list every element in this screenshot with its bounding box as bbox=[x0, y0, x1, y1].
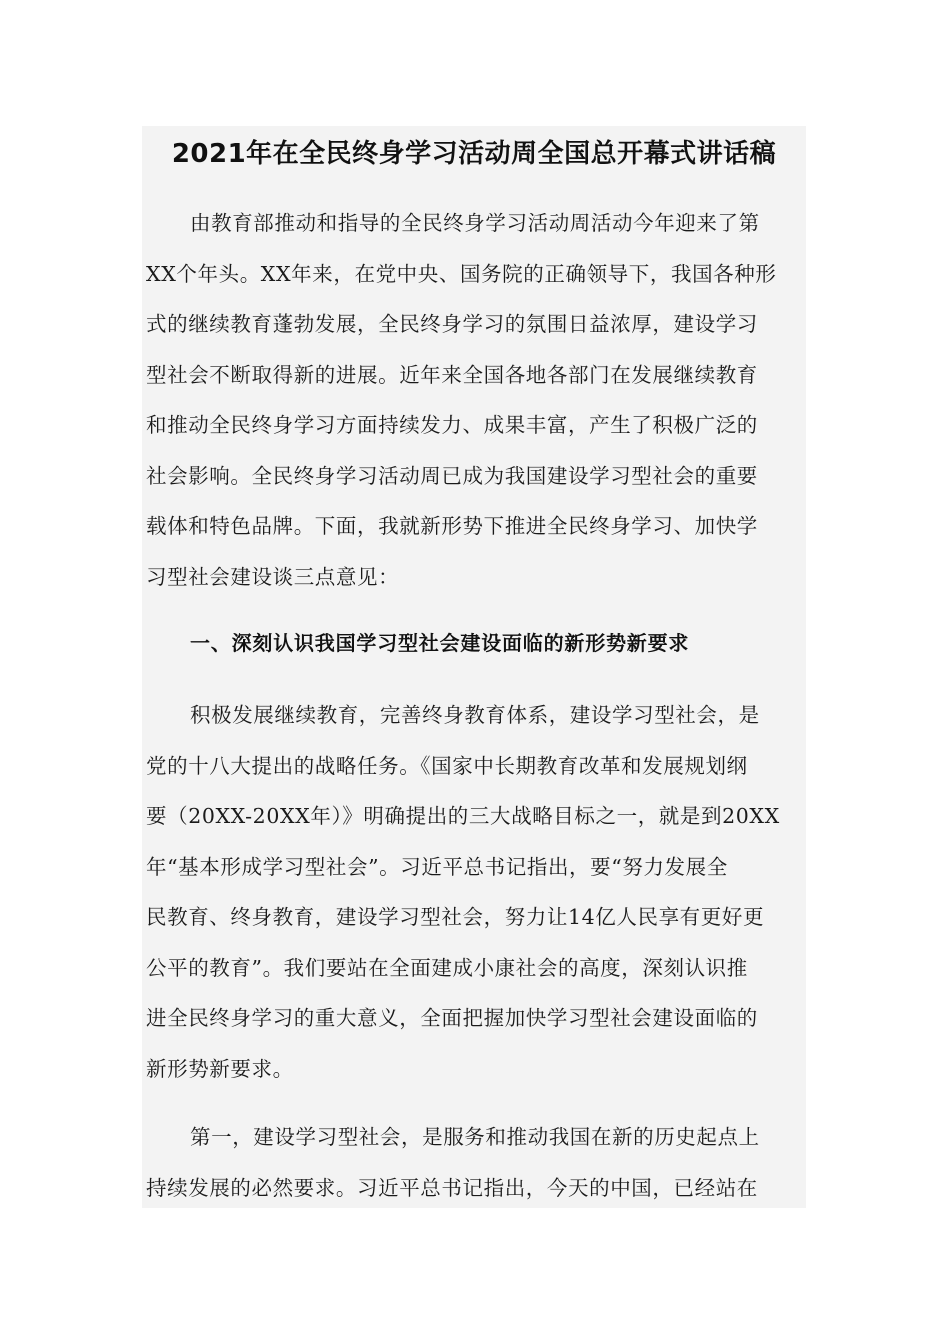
text-line: 由教育部推动和指导的全民终身学习活动周活动今年迎来了第 bbox=[190, 211, 760, 235]
text-line: 第一，建设学习型社会，是服务和推动我国在新的历史起点上 bbox=[190, 1125, 760, 1149]
text-line: 年“基本形成学习型社会”。习近平总书记指出，要“努力发展全 bbox=[146, 854, 728, 879]
text-line: 积极发展继续教育，完善终身教育体系，建设学习型社会，是 bbox=[190, 703, 760, 727]
text-line: 进全民终身学习的重大意义，全面把握加快学习型社会建设面临的 bbox=[146, 1006, 758, 1030]
text-line: 持续发展的必然要求。习近平总书记指出，今天的中国，已经站在 bbox=[146, 1175, 758, 1200]
text-line: 社会影响。全民终身学习活动周已成为我国建设学习型社会的重要 bbox=[146, 463, 758, 488]
section-heading: 一、深刻认识我国学习型社会建设面临的新形势新要求 bbox=[190, 631, 690, 655]
paragraph-intro bbox=[146, 198, 796, 602]
text-line: 载体和特色品牌。下面，我就新形势下推进全民终身学习、加快学 bbox=[146, 514, 758, 538]
text-line: 公平的教育”。我们要站在全面建成小康社会的高度，深刻认识推 bbox=[146, 955, 748, 980]
text-line: 党的十八大提出的战略任务。《国家中长期教育改革和发展规划纲 bbox=[146, 753, 748, 778]
text-line: XX个年头。XX年来，在党中央、国务院的正确领导下，我国各种形 bbox=[146, 261, 777, 286]
document-title: 2021年在全民终身学习活动周全国总开幕式讲话稿 bbox=[171, 139, 777, 169]
text-line: 民教育、终身教育，建设学习型社会，努力让14亿人民享有更好更 bbox=[146, 905, 765, 929]
text-line: 新形势新要求。 bbox=[146, 1056, 294, 1081]
text-line: 和推动全民终身学习方面持续发力、成果丰富，产生了积极广泛的 bbox=[146, 413, 758, 437]
paragraph-first-point bbox=[146, 1112, 796, 1213]
paragraph-section-one bbox=[146, 690, 796, 1094]
text-line: 要（20XX-20XX年）》明确提出的三大战略目标之一，就是到20XX bbox=[146, 804, 780, 828]
text-line: 式的继续教育蓬勃发展，全民终身学习的氛围日益浓厚，建设学习 bbox=[146, 312, 758, 336]
text-line: 型社会不断取得新的进展。近年来全国各地各部门在发展继续教育 bbox=[146, 362, 758, 387]
text-line: 习型社会建设谈三点意见： bbox=[146, 564, 400, 589]
